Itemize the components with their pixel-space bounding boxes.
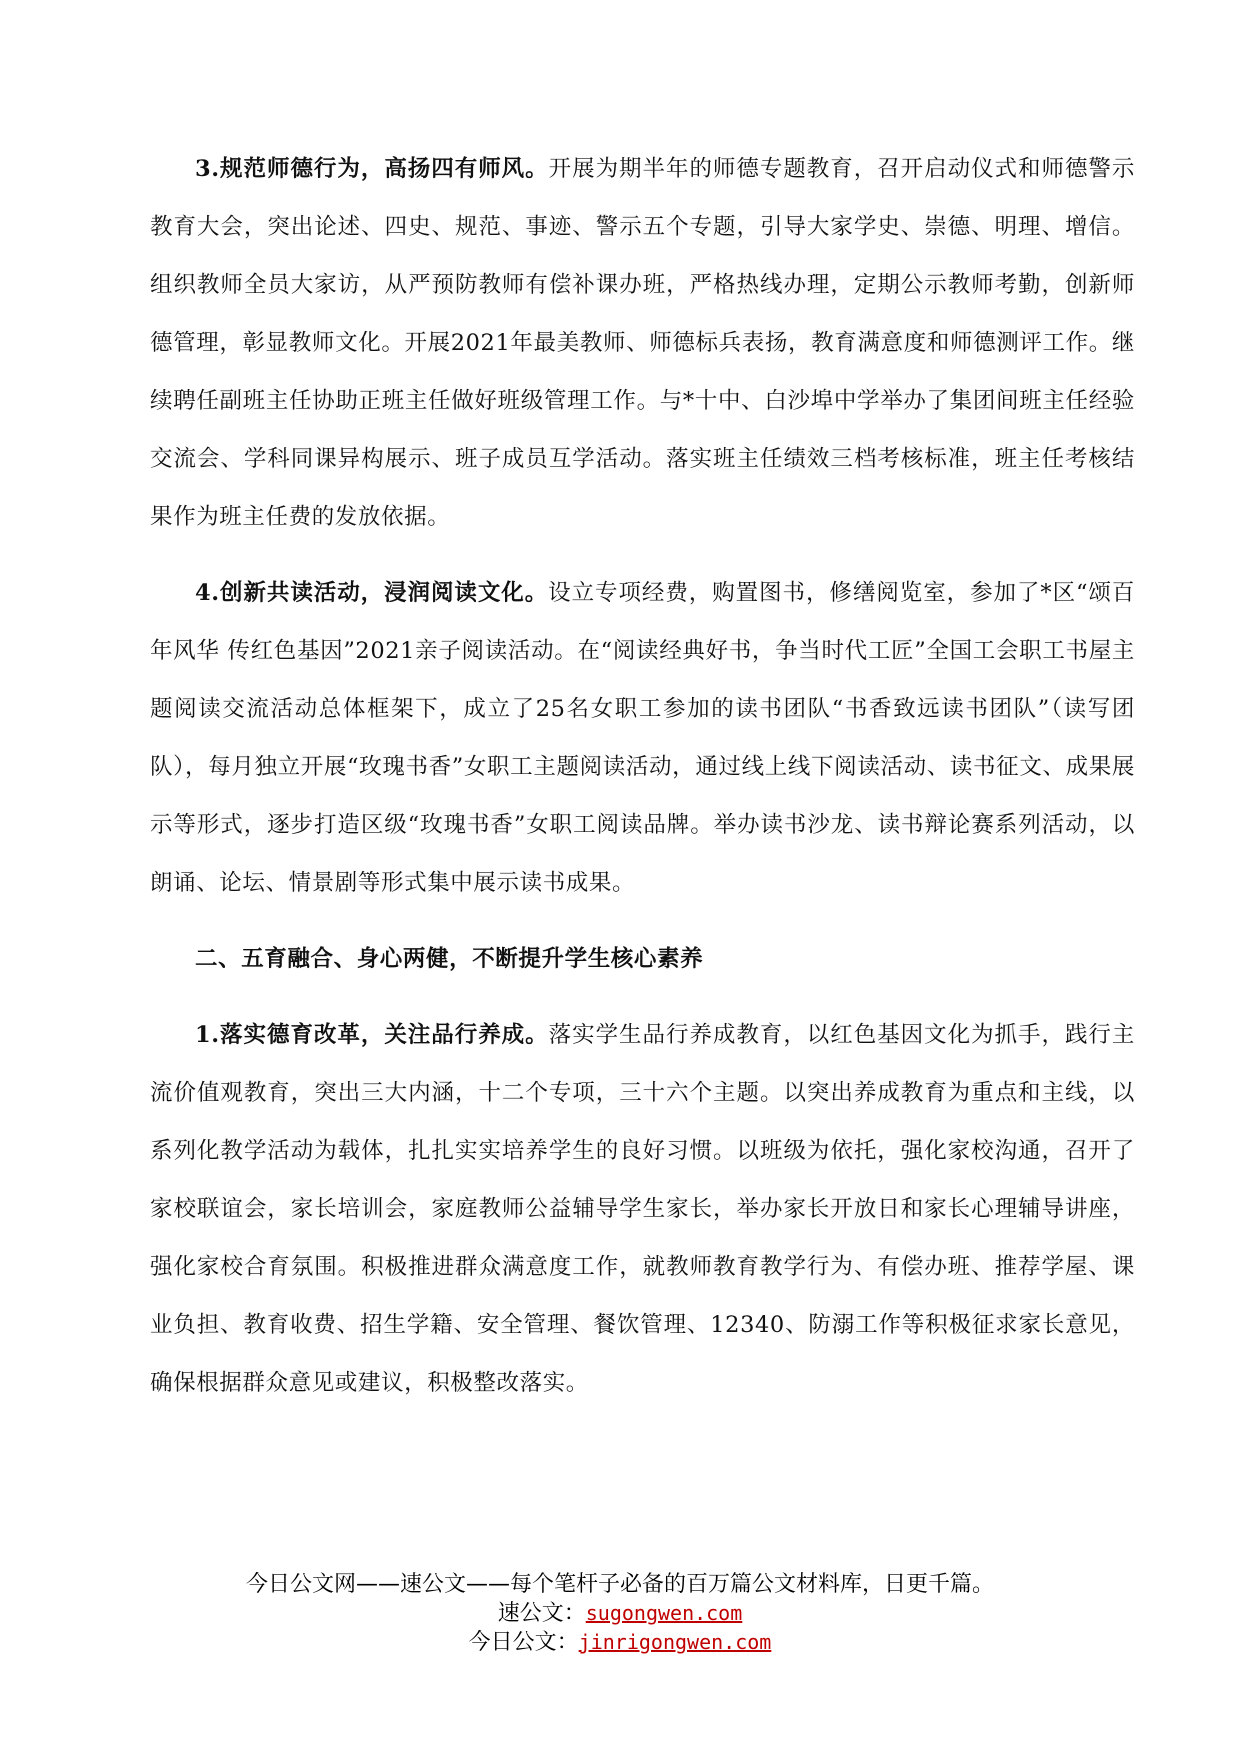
paragraph-section-3 <box>150 140 1135 546</box>
jinrigongwen-link[interactable]: jinrigongwen.com <box>578 1630 772 1654</box>
footer-ad <box>0 1570 1240 1657</box>
section-3-lead: 3.规范师德行为，高扬四有师风。 <box>195 156 549 182</box>
paragraph-section-4 <box>150 564 1135 912</box>
footer-line-sugongwen <box>0 1599 1240 1628</box>
footer-slogan: 今日公文网——速公文——每个笔杆子必备的百万篇公文材料库，日更千篇。 <box>245 1572 994 1597</box>
sugongwen-link[interactable]: sugongwen.com <box>585 1601 743 1625</box>
document-body <box>150 140 1135 1412</box>
section-3-body: 开展为期半年的师德专题教育，召开启动仪式和师德警示教育大会，突出论述、四史、规范、事迹、警示五个专题，引导大家学史、崇德、明理、增信。组织教师全员大家访，从严预防教师有偿补课办班，严格热线办理，定期公示教师考勤，创新师德管理，彰显教师文化。开展2021年最美教师、师德标兵表扬，教育满意度和师德测评工作。继续聘任副班主任协助正班主任做好班级管理工作。与*十中、白沙埠中学举办了集团间班主任经验交流会、学科同课异构展示、班子成员互学活动。落实班主任绩效三档考核标准，班主任考核结果作为班主任费的发放依据。 <box>150 156 1135 530</box>
section-2-1-lead: 1.落实德育改革，关注品行养成。 <box>195 1022 549 1048</box>
section-4-body: 设立专项经费，购置图书，修缮阅览室，参加了*区“颂百年风华 传红色基因”2021亲子阅读活动。在“阅读经典好书，争当时代工匠”全国工会职工书屋主题阅读交流活动总体框架下，成立了25名女职工参加的读书团队“书香致远读书团队”（读写团队），每月独立开展“玫瑰书香”女职工主题阅读活动，通过线上线下阅读活动、读书征文、成果展示等形式，逐步打造区级“玫瑰书香”女职工阅读品牌。举办读书沙龙、读书辩论赛系列活动，以朗诵、论坛、情景剧等形式集中展示读书成果。 <box>150 580 1135 896</box>
section-2-1-body: 落实学生品行养成教育，以红色基因文化为抓手，践行主流价值观教育，突出三大内涵，十二个专项，三十六个主题。以突出养成教育为重点和主线，以系列化教学活动为载体，扎扎实实培养学生的良好习惯。以班级为依托，强化家校沟通，召开了家校联谊会，家长培训会，家庭教师公益辅导学生家长，举办家长开放日和家长心理辅导讲座，强化家校合育氛围。积极推进群众满意度工作，就教师教育教学行为、有偿办班、推荐学屋、课业负担、教育收费、招生学籍、安全管理、餐饮管理、12340、防溺工作等积极征求家长意见，确保根据群众意见或建议，积极整改落实。 <box>150 1022 1135 1396</box>
footer-jinrigongwen-label: 今日公文： <box>468 1630 579 1655</box>
paragraph-section-2-1 <box>150 1006 1135 1412</box>
footer-line-jinrigongwen <box>0 1628 1240 1657</box>
footer-sugongwen-label: 速公文： <box>497 1601 586 1626</box>
heading-part-2: 二、五育融合、身心两健，不断提升学生核心素养 <box>195 946 704 972</box>
section-4-lead: 4.创新共读活动，浸润阅读文化。 <box>195 580 549 606</box>
